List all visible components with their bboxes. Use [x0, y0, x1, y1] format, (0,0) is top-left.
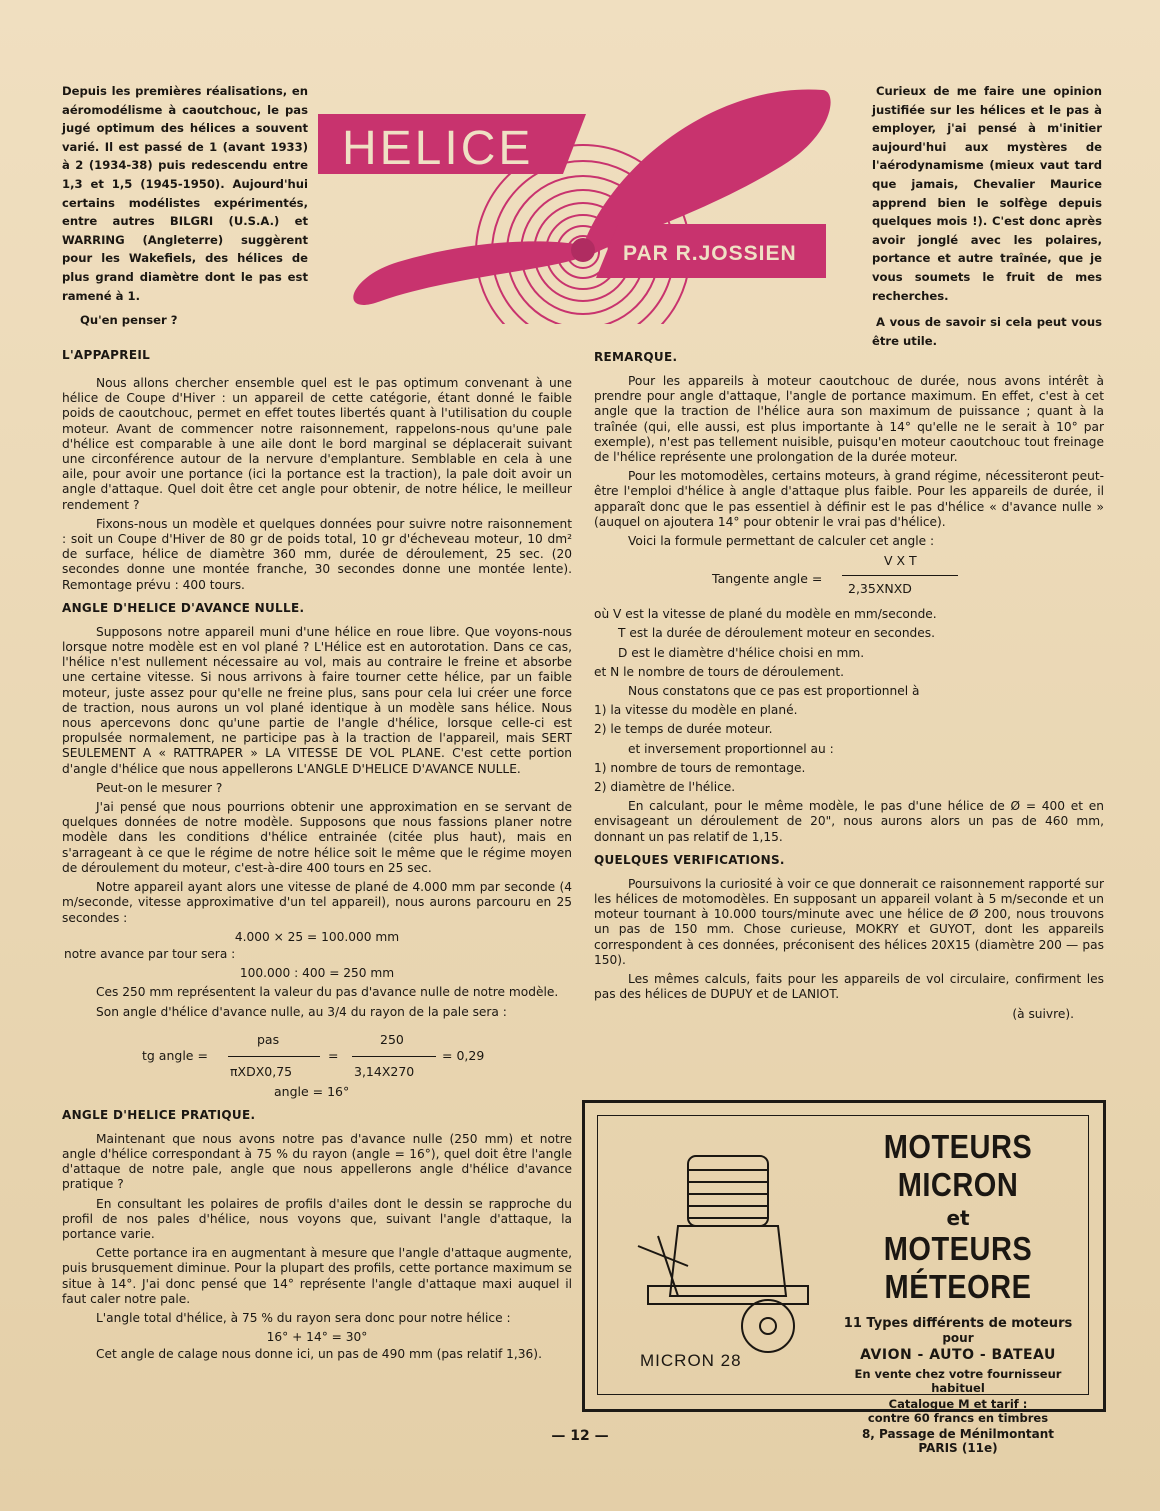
ad-city: PARIS (11e): [918, 1441, 998, 1455]
paragraph: Pour les motomodèles, certains moteurs, à grand régime, nécessiteront peut-être l'emploi d'hélice à angle d'attaque plus faible. Pour les appareils de durée, il apparaît donc que le pas essentiel à définir est le pas d'hélice « d'avance nulle » (auquel on ajoutera 14° pour obtenir le vrai pas d'hélice).: [594, 469, 1104, 529]
intro-right-text: Curieux de me faire une opinion justifiée sur les hélices et le pas à employer, j'ai pensé à m'initier aujourd'hui aux mystères de l'aérodynamisme (mieux vaut tard que jamais, Chevalier Maurice apprend bien le solfège depuis quelques mois !). C'est donc après avoir jonglé avec les polaires, portance et autre traînée, que je vous soumets le fruit de mes recherches.: [872, 84, 1102, 303]
formula-denominator: 3,14X270: [354, 1063, 415, 1079]
paragraph: L'angle total d'hélice, à 75 % du rayon sera donc pour notre hélice :: [96, 1310, 511, 1325]
page-number: — 12 —: [551, 1428, 609, 1444]
to-be-continued: (à suivre).: [1012, 1006, 1074, 1021]
right-column: [594, 350, 1104, 1022]
ad-pour: pour: [942, 1331, 974, 1345]
list-item: T est la durée de déroulement moteur en secondes.: [618, 626, 936, 641]
equation: 16° + 14° = 30°: [266, 1330, 368, 1345]
ad-headline-micron: MOTEURS MICRON: [883, 1129, 1033, 1204]
list-item: Nous constatons que ce pas est proportionnel à: [628, 684, 920, 699]
list-item: 1) nombre de tours de remontage.: [594, 760, 806, 775]
ad-conjunction: et: [946, 1206, 970, 1230]
formula-tg-angle: [62, 1024, 572, 1102]
section-appareil-body: [62, 376, 572, 593]
ad-catalogue: Catalogue M et tarif :: [888, 1397, 1028, 1411]
formula-numerator: V X T: [884, 553, 917, 569]
formula-result: = 0,29: [442, 1047, 485, 1063]
section-heading-verifications: QUELQUES VERIFICATIONS.: [594, 852, 785, 867]
paragraph: Supposons notre appareil muni d'une hélice en roue libre. Que voyons-nous lorsque notre modèle est en vol plané ? L'Hélice est en autorotation. Dans ce cas, l'hélice n'est nullement nécessaire au vol, mais au contraire le freine et absorbe une certaine vitesse. Si nous arrivons à faire tourner cette hélice, par un faible moteur, juste assez pour qu'elle ne freine plus, sans pour cela lui créer une force de traction, nous aurons un vol plané identique à un modèle sans hélice. Nous nous apercevons donc qu'une partie de l'angle d'hélice, lorsque celle-ci est propulsée normalement, ne participe pas à la traction de l'appareil, mais SERT SEULEMENT A « RATTRAPER » LA VITESSE DE VOL PLANE. C'est cette portion d'angle d'hélice que nous appellerons L'ANGLE D'HELICE D'AVANCE NULLE.: [62, 624, 572, 776]
paragraph: J'ai pensé que nous pourrions obtenir une approximation en se servant de quelques données de notre modèle. Supposons que nous fassions planer notre modèle dans les conditions d'hélice entrainée (citée plus haut), mais en s'arrageant à ce que le régime de notre hélice soit le même que le régime moyen de déroulement du moteur, c'est-à-dire 400 tours en 25 sec.: [62, 800, 572, 875]
list-item: et inversement proportionnel au :: [628, 741, 834, 756]
section-pratique-body: [62, 1132, 572, 1363]
formula-angle: angle = 16°: [274, 1083, 350, 1099]
variable-list: [594, 607, 1104, 795]
equation: 4.000 × 25 = 100.000 mm: [234, 929, 400, 944]
equation: 100.000 : 400 = 250 mm: [239, 966, 395, 981]
paragraph: Maintenant que nous avons notre pas d'avance nulle (250 mm) et notre angle d'hélice correspondant à 75 % du rayon (angle = 16°), quel doit être l'angle d'attaque de notre pale, angle que nous appellerons angle d'hélice d'avance pratique ?: [62, 1131, 572, 1192]
advertisement-text: [838, 1129, 1078, 1455]
intro-right-closing: A vous de savoir si cela peut vous être utile.: [872, 315, 1102, 348]
intro-left-question: Qu'en penser ?: [80, 313, 178, 328]
section-avance-nulle-body: [62, 625, 572, 1020]
paragraph: En calculant, pour le même modèle, le pas d'une hélice de Ø = 400 et en envisageant un déroulement de 20", nous aurons alors un pas de 460 mm, donnant un pas relatif de 1,15.: [594, 799, 1104, 844]
formula-denominator: 2,35XNXD: [848, 581, 912, 597]
paragraph: notre avance par tour sera :: [64, 946, 236, 961]
list-item: où V est la vitesse de plané du modèle en mm/seconde.: [594, 607, 937, 622]
paragraph: Pour les appareils à moteur caoutchouc de durée, nous avons intérêt à prendre pour angle d'attaque, l'angle de portance maximum. En effet, c'est à cet angle que la traction de l'hélice aura son maximum de puissance ; quant à la traînée (qui, elle aussi, est plus importante à 14° qu'elle ne le serait à 10° par exemple), n'est pas tellement nuisible, puisqu'en moteur caoutchouc tout freinage de l'hélice représente une prolongation de la durée moteur.: [594, 374, 1104, 465]
ad-address: 8, Passage de Ménilmontant: [861, 1427, 1055, 1441]
intro-left-text: Depuis les premières réalisations, en aéromodélisme à caoutchouc, le pas jugé optimum des hélices a souvent varié. Il est passé de 1 (avant 1933) à 2 (1934-38) puis redescendu entre 1,3 et 1,5 (1945-1950). Aujourd'hui certains modélistes expérimentés, entre autres BILGRI (U.S.A.) et WARRING (Angleterre) suggèrent pour les Wakefiels, des hélices de plus grand diamètre dont le pas est ramené à 1.: [62, 84, 308, 303]
list-item: 1) la vitesse du modèle en plané.: [594, 703, 798, 718]
section-heading-pratique: ANGLE D'HELICE PRATIQUE.: [62, 1107, 256, 1122]
paragraph: Cet angle de calage nous donne ici, un pas de 490 mm (pas relatif 1,36).: [96, 1347, 542, 1362]
section-remarque-body: [594, 374, 1104, 549]
list-item: D est le diamètre d'hélice choisi en mm.: [618, 645, 865, 660]
paragraph: Ces 250 mm représentent la valeur du pas d'avance nulle de notre modèle.: [96, 985, 559, 1000]
paragraph: Les mêmes calculs, faits pour les appareils de vol circulaire, confirment les pas des hélices de DUPUY et de LANIOT.: [594, 972, 1104, 1002]
ad-habituel: habituel: [931, 1381, 985, 1395]
section-heading-avance-nulle: ANGLE D'HELICE D'AVANCE NULLE.: [62, 600, 305, 615]
helice-banner: [318, 62, 838, 324]
advertisement-inner: [597, 1115, 1089, 1455]
propeller-hub: [571, 238, 595, 262]
intro-left: [62, 82, 308, 330]
paragraph: Voici la formule permettant de calculer cet angle :: [628, 534, 935, 549]
ad-vente: En vente chez votre fournisseur: [854, 1367, 1062, 1381]
formula-numerator: pas: [257, 1031, 280, 1047]
formula-denominator: πXDX0,75: [230, 1063, 293, 1079]
paragraph: Fixons-nous un modèle et quelques données pour suivre notre raisonnement : soit un Coupe d'Hiver de 80 gr de poids total, 10 gr d'écheveau moteur, 10 dm² de surface, hélice de diamètre 360 mm, durée de déroulement, 25 sec. (20 secondes donne une montée franche, 30 secondes donne une montée lente). Remontage prévu : 400 tours.: [62, 516, 572, 592]
intro-right: [872, 82, 1102, 350]
formula-numerator: 250: [380, 1031, 404, 1047]
fraction-bar: [228, 1056, 320, 1057]
formula-lhs: tg angle =: [142, 1047, 208, 1063]
engine-label: MICRON 28: [640, 1351, 742, 1370]
paragraph: Peut-on le mesurer ?: [96, 780, 223, 795]
section-heading-appareil: L'APPAPREIL: [62, 348, 151, 362]
list-item: et N le nombre de tours de déroulement.: [594, 664, 845, 679]
paragraph: Cette portance ira en augmentant à mesure que l'angle d'attaque augmente, puis brusquement diminue. Pour la plupart des profils, cette portance maximum se situe à 14°. J'ai donc pensé que 14° représente l'angle d'attaque maxi auquel il faut caler notre pale.: [62, 1246, 572, 1306]
formula-lhs: Tangente angle =: [712, 571, 823, 587]
formula-equals: =: [328, 1047, 339, 1063]
banner-title: HELICE: [342, 122, 534, 175]
list-item: 2) le temps de durée moteur.: [594, 722, 773, 737]
paragraph: En consultant les polaires de profils d'ailes dont le dessin se rapproche du profil de nos pales d'hélice, nous voyons que, suivant l'angle d'attaque, la portance varie.: [62, 1196, 572, 1241]
section-remarque-conclusion: [594, 799, 1104, 845]
paragraph: Notre appareil ayant alors une vitesse de plané de 4.000 mm par seconde (4 m/seconde, vitesse approximative d'un tel appareil), nous aurons parcouru en 25 secondes :: [62, 880, 572, 925]
paragraph: Poursuivons la curiosité à voir ce que donnerait ce raisonnement rapporté sur les hélices de motomodèles. En supposant un appareil volant à 5 m/seconde et un moteur tournant à 10.000 tours/minute avec une hélice de Ø 200, nous trouvons un pas de 150 mm. Chose curieuse, MOKRY et GUYOT, dont les appareils correspondent à ces données, préconisent des hélices 20X15 (diamètre 200 — pas 150).: [594, 876, 1105, 967]
formula-tangente: [594, 553, 1104, 607]
ad-types: 11 Types différents de moteurs: [843, 1316, 1073, 1331]
left-column: [62, 348, 572, 1367]
list-item: 2) diamètre de l'hélice.: [594, 780, 736, 795]
ad-headline-meteore: MOTEURS MÉTEORE: [883, 1231, 1033, 1306]
fraction-bar: [842, 575, 958, 576]
ad-categories: AVION - AUTO - BATEAU: [860, 1347, 1056, 1363]
ad-timbres: contre 60 francs en timbres: [867, 1411, 1049, 1425]
fraction-bar: [352, 1056, 436, 1057]
engine-illustration: [618, 1136, 818, 1374]
section-verifications-body: [594, 877, 1104, 1022]
banner-byline: PAR R.JOSSIEN: [623, 242, 797, 265]
paragraph: Son angle d'hélice d'avance nulle, au 3/4 du rayon de la pale sera :: [96, 1004, 507, 1019]
propeller-blade-lower: [353, 241, 580, 305]
advertisement-box: [582, 1100, 1106, 1455]
section-heading-remarque: REMARQUE.: [594, 350, 678, 364]
paragraph: Nous allons chercher ensemble quel est le pas optimum convenant à une hélice de Coupe d'Hiver : un appareil de cette catégorie, étant donné le faible poids de caoutchouc, permet en effet toutes libertés quant à l'utilisation du couple moteur. Avant de commencer notre raisonnement, rappelons-nous qu'une pale d'hélice est comparable à une aile dont le bord marginal se déplacerait suivant une circonférence autour de la nervure d'emplanture. Semblable en cela à une aile, pour avoir une portance (ici la portance est la traction), la pale doit avoir un angle d'attaque. Quel doit être cet angle pour obtenir, de notre hélice, le meilleur rendement ?: [62, 376, 572, 512]
